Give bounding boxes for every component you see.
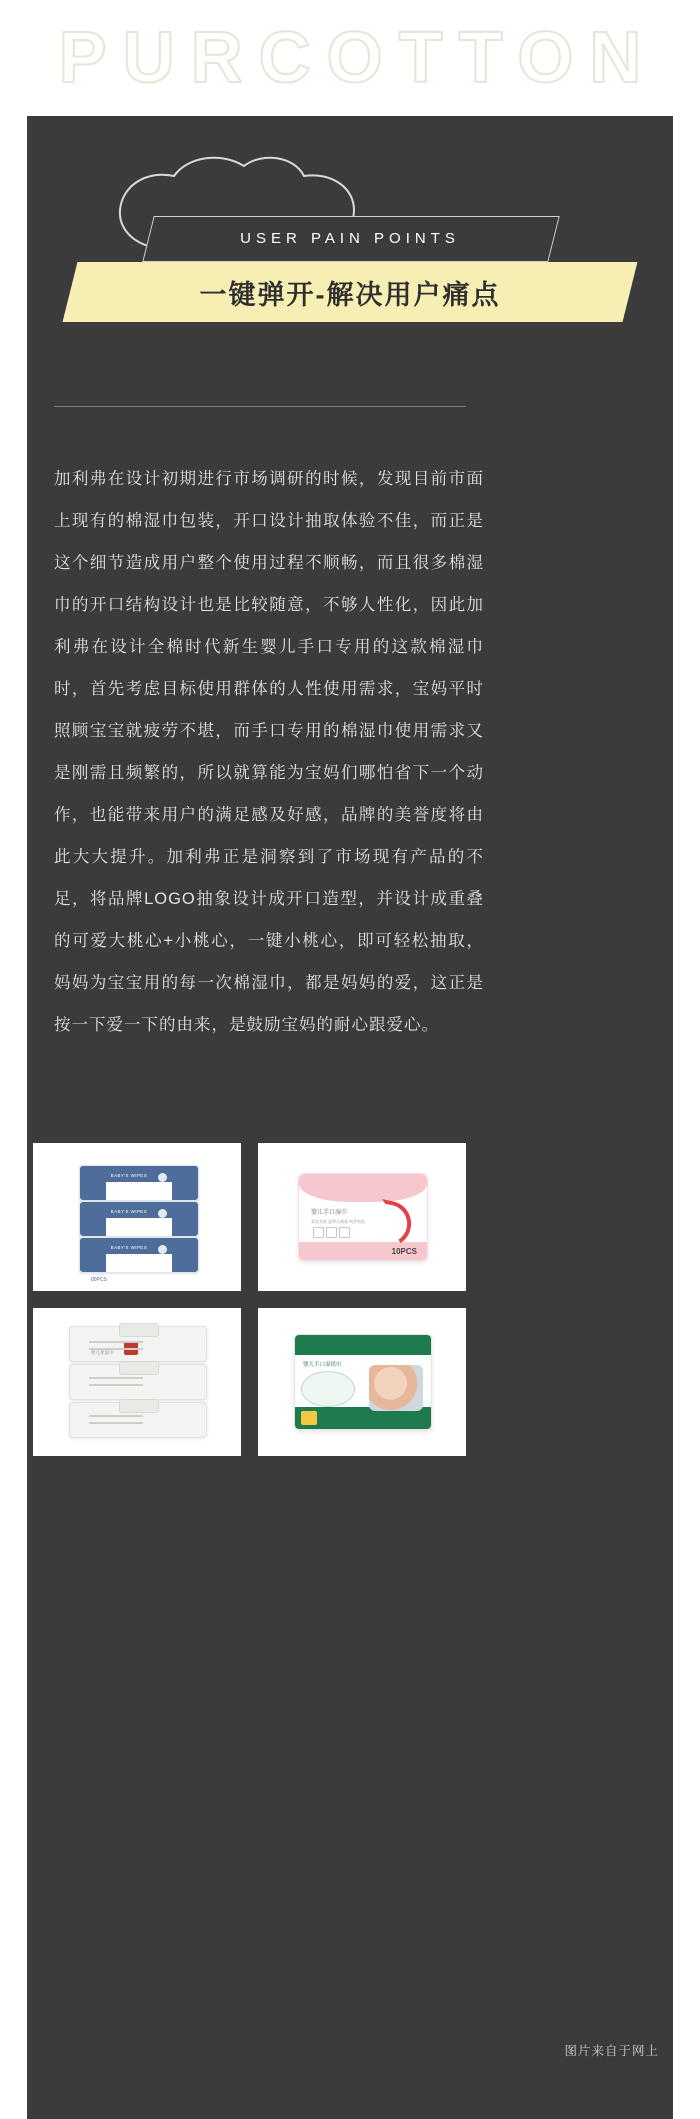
- brand-wordmark: PURCOTTON: [58, 18, 658, 98]
- pack-top-band: [295, 1335, 431, 1355]
- pack-title: 婴儿手口湿巾: [311, 1210, 348, 1216]
- left-rail: [0, 116, 27, 2119]
- pack-count-label: 80PCS: [91, 1277, 107, 1283]
- pack-lid: [119, 1323, 159, 1337]
- wipes-pack-grey-1: [69, 1326, 207, 1362]
- pack-line-1: [89, 1377, 143, 1379]
- wipes-pack-blue-3: [79, 1237, 199, 1273]
- pack-top-band: [299, 1174, 427, 1202]
- pack-badge: [301, 1411, 317, 1425]
- pack-lid: [119, 1399, 159, 1413]
- gallery-item-blue-stacked-wipes[interactable]: [33, 1143, 241, 1291]
- pack-square-2: [326, 1227, 337, 1238]
- wipes-pack-green: [294, 1334, 432, 1430]
- pack-wing-right: [172, 1238, 198, 1272]
- pack-square-3: [339, 1227, 350, 1238]
- right-rail: [673, 116, 700, 2119]
- wipes-pack-grey-2: [69, 1364, 207, 1400]
- pack-wing-right: [172, 1202, 198, 1236]
- pack-wing-right: [172, 1166, 198, 1200]
- pack-title-green: 婴儿手口湿纸巾: [303, 1362, 342, 1368]
- product-photo-grey: [33, 1308, 241, 1456]
- pack-wing-left: [80, 1202, 106, 1236]
- page-title: 一键弹开-解决用户痛点: [199, 279, 501, 310]
- pack-line-2: [89, 1422, 143, 1424]
- pack-caption-3: BABY'S WIPES: [110, 1245, 148, 1251]
- gallery-item-green-baby-wipes[interactable]: [258, 1308, 466, 1456]
- pack-subtitle: 柔软亲肤 温和无刺激 呵护肌肤: [311, 1219, 366, 1224]
- product-photo-pink: [258, 1143, 466, 1291]
- product-photo-green: [258, 1308, 466, 1456]
- wipes-pack-grey-3: [69, 1402, 207, 1438]
- wipes-pack-blue-1: [79, 1165, 199, 1201]
- gallery-item-pink-wipes-pack[interactable]: [258, 1143, 466, 1291]
- product-gallery: [33, 1143, 667, 1456]
- eyebrow-label: USER PAIN POINTS: [240, 229, 460, 247]
- pack-oval: [301, 1371, 355, 1407]
- pack-caption-2: BABY'S WIPES: [110, 1209, 148, 1215]
- section-divider: [54, 406, 466, 407]
- article-body: 加利弗在设计初期进行市场调研的时候，发现目前市面上现有的棉湿巾包装，开口设计抽取体验不佳，而正是这个细节造成用户整个使用过程不顺畅，而且很多棉湿巾的开口结构设计也是比较随意，不够人性化，因此加利弗在设计全棉时代新生婴儿手口专用的这款棉湿巾时，首先考虑目标使用群体的人性使用需求，宝妈平时照顾宝宝就疲劳不堪，而手口专用的棉湿巾使用需求又是刚需且频繁的，所以就算能为宝妈们哪怕省下一个动作，也能带来用户的满足感及好感，品牌的美誉度将由此大大提升。加利弗正是洞察到了市场现有产品的不足，将品牌LOGO抽象设计成开口造型，并设计成重叠的可爱大桃心+小桃心，一键小桃心，即可轻松抽取，妈妈为宝宝用的每一次棉湿巾，都是妈妈的爱，这正是按一下爱一下的由来，是鼓励宝妈的耐心跟爱心。: [54, 470, 484, 1034]
- header-emblem: [0, 150, 700, 350]
- pack-line-1: [89, 1341, 143, 1343]
- wipes-pack-pink: [298, 1173, 428, 1261]
- footer-note: 图片来自于网上: [564, 2044, 659, 2058]
- pack-line-2: [89, 1384, 143, 1386]
- gallery-item-grey-stacked-wipes[interactable]: [33, 1308, 241, 1456]
- pack-wing-left: [80, 1166, 106, 1200]
- wipes-pack-blue-2: [79, 1201, 199, 1237]
- baby-photo: [369, 1365, 423, 1411]
- pack-caption-1: BABY'S WIPES: [110, 1173, 148, 1179]
- pack-lid: [119, 1361, 159, 1375]
- pack-line-1: [89, 1415, 143, 1417]
- pack-square-1: [313, 1227, 324, 1238]
- pack-wing-left: [80, 1238, 106, 1272]
- product-photo-blue: [33, 1143, 241, 1291]
- pack-caption-grey: 婴儿柔湿巾: [91, 1350, 114, 1355]
- brand-band: [0, 0, 700, 116]
- pack-count: 10PCS: [391, 1247, 417, 1256]
